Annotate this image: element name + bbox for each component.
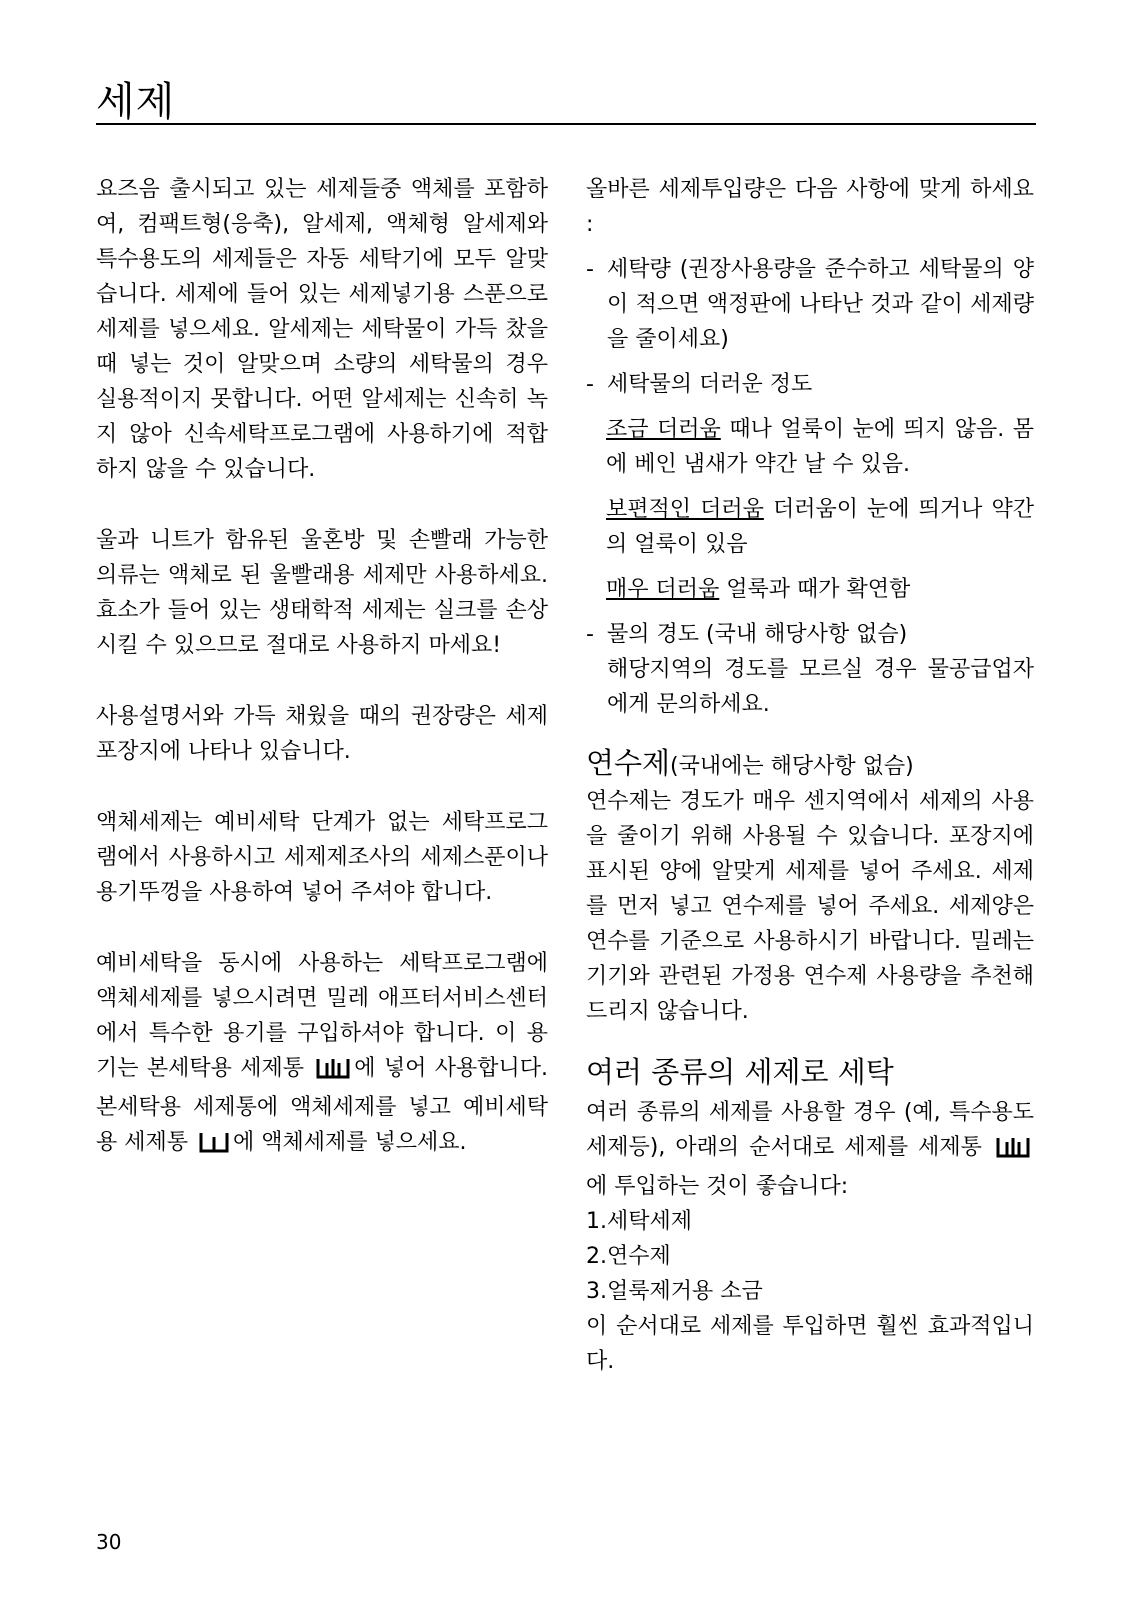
right-column xyxy=(586,172,1034,1379)
main-wash-compartment-icon xyxy=(316,1055,350,1090)
step-item: 2.연수제 xyxy=(586,1244,671,1269)
prewash-liquid-paragraph xyxy=(96,946,548,1164)
page-title: 세제 xyxy=(96,79,176,125)
soil-term: 조금 더러움 xyxy=(606,417,721,442)
list-item-water-hardness: - 물의 경도 (국내 해당사항 없슴) xyxy=(586,622,908,647)
left-column xyxy=(96,172,548,1164)
list-item-soiling: - 세탁물의 더러운 정도 xyxy=(586,372,813,397)
title-rule xyxy=(96,123,1036,125)
main-wash-compartment-icon xyxy=(996,1134,1030,1169)
soil-level-light: 조금 더러움 때나 얼룩이 눈에 띄지 않음. 몸에 베인 냄새가 약간 날 수 있음. xyxy=(606,417,1034,477)
dosage-instructions-paragraph: 사용설명서와 가득 채웠을 때의 권장량은 세제 포장지에 나타나 있습니다. xyxy=(96,704,548,764)
wool-detergent-paragraph: 울과 니트가 함유된 울혼방 및 손빨래 가능한 의류는 액체로 된 울빨래용 세제만 사용하세요. 효소가 들어 있는 생태학적 세제는 실크를 손상시킬 수 있으므로 절대로 사용하지 마세요! xyxy=(96,528,548,658)
soil-term: 매우 더러움 xyxy=(606,577,720,602)
soil-term: 보편적인 더러움 xyxy=(606,497,764,522)
list-item-load-size: - 세탁량 (권장사용량을 준수하고 세탁물의 양이 적으면 액정판에 나타난 것과 같이 세제량을 줄이세요) xyxy=(586,257,1034,352)
dosage-intro: 올바른 세제투입량은 다음 사항에 맞게 하세요 : xyxy=(586,177,1034,237)
softener-heading xyxy=(586,746,1034,784)
softener-note: (국내에는 해당사항 없슴) xyxy=(670,754,914,779)
prewash-compartment-icon xyxy=(199,1129,229,1164)
prewash-text-a: 예비세탁을 동시에 사용하는 세탁프로그램에 액체세제를 넣으시려면 밀레 애프터서비스센터에서 특수한 용기를 구입하셔야 합니다. 이 용기는 본세탁용 세제통 xyxy=(96,951,548,1081)
detergent-types-paragraph: 요즈음 출시되고 있는 세제들중 액체를 포함하여, 컴팩트형(응축), 알세제, 액체형 알세제와 특수용도의 세제들은 자동 세탁기에 모두 알맞습니다. 세제에 들어 있는 세제넣기용 스푼으로 세제를 넣으세요. 알세제는 세탁물이 가득 찼을 때 넣는 것이 알맞으며 소량의 세탁물의 경우 실용적이지 못합니다. 어떤 알세제는 신속히 녹지 않아 신속세탁프로그램에 사용하기에 적합하지 않을 수 있습니다. xyxy=(96,177,548,482)
page-number: 30 xyxy=(96,1530,122,1554)
softener-title: 연수제 xyxy=(586,746,671,780)
prewash-text-c: 에 액체세제를 넣으세요. xyxy=(233,1130,467,1155)
multi-detergent-body: 여러 종류의 세제를 사용할 경우 (예, 특수용도 세제등), 아래의 순서대로 세제를 세제통 에 투입하는 것이 좋습니다: xyxy=(586,1100,1034,1199)
closing-text: 이 순서대로 세제를 투입하면 훨씬 효과적입니다. xyxy=(586,1314,1034,1374)
step-item: 3.얼룩제거용 소금 xyxy=(586,1279,763,1304)
prewash-text-b: 에 넣어 사용합니다. 본세탁용 세제통에 액체세제를 넣고 예비세탁용 세제통 xyxy=(96,1056,548,1155)
soil-level-heavy: 매우 더러움 얼룩과 때가 확연함 xyxy=(606,577,911,602)
softener-body: 연수제는 경도가 매우 센지역에서 세제의 사용을 줄이기 위해 사용될 수 있습니다. 포장지에 표시된 양에 알맞게 세제를 넣어 주세요. 세제를 먼저 넣고 연수제를 넣어 주세요. 세제양은 연수를 기준으로 사용하시기 바랍니다. 밀레는 기기와 관련된 가정용 연수제 사용량을 추천해 드리지 않습니다. xyxy=(586,789,1034,1024)
liquid-detergent-paragraph: 액체세제는 예비세탁 단계가 없는 세탁프로그램에서 사용하시고 세제제조사의 세제스푼이나 용기뚜껑을 사용하여 넣어 주셔야 합니다. xyxy=(96,810,548,905)
water-hardness-desc: 해당지역의 경도를 모르실 경우 물공급업자에게 문의하세요. xyxy=(607,657,1034,717)
multi-detergent-heading: 여러 종류의 세제로 세탁 xyxy=(586,1055,894,1089)
soil-level-normal: 보편적인 더러움 더러움이 눈에 띄거나 약간의 얼룩이 있음 xyxy=(606,497,1034,557)
step-item: 1.세탁세제 xyxy=(586,1209,692,1234)
